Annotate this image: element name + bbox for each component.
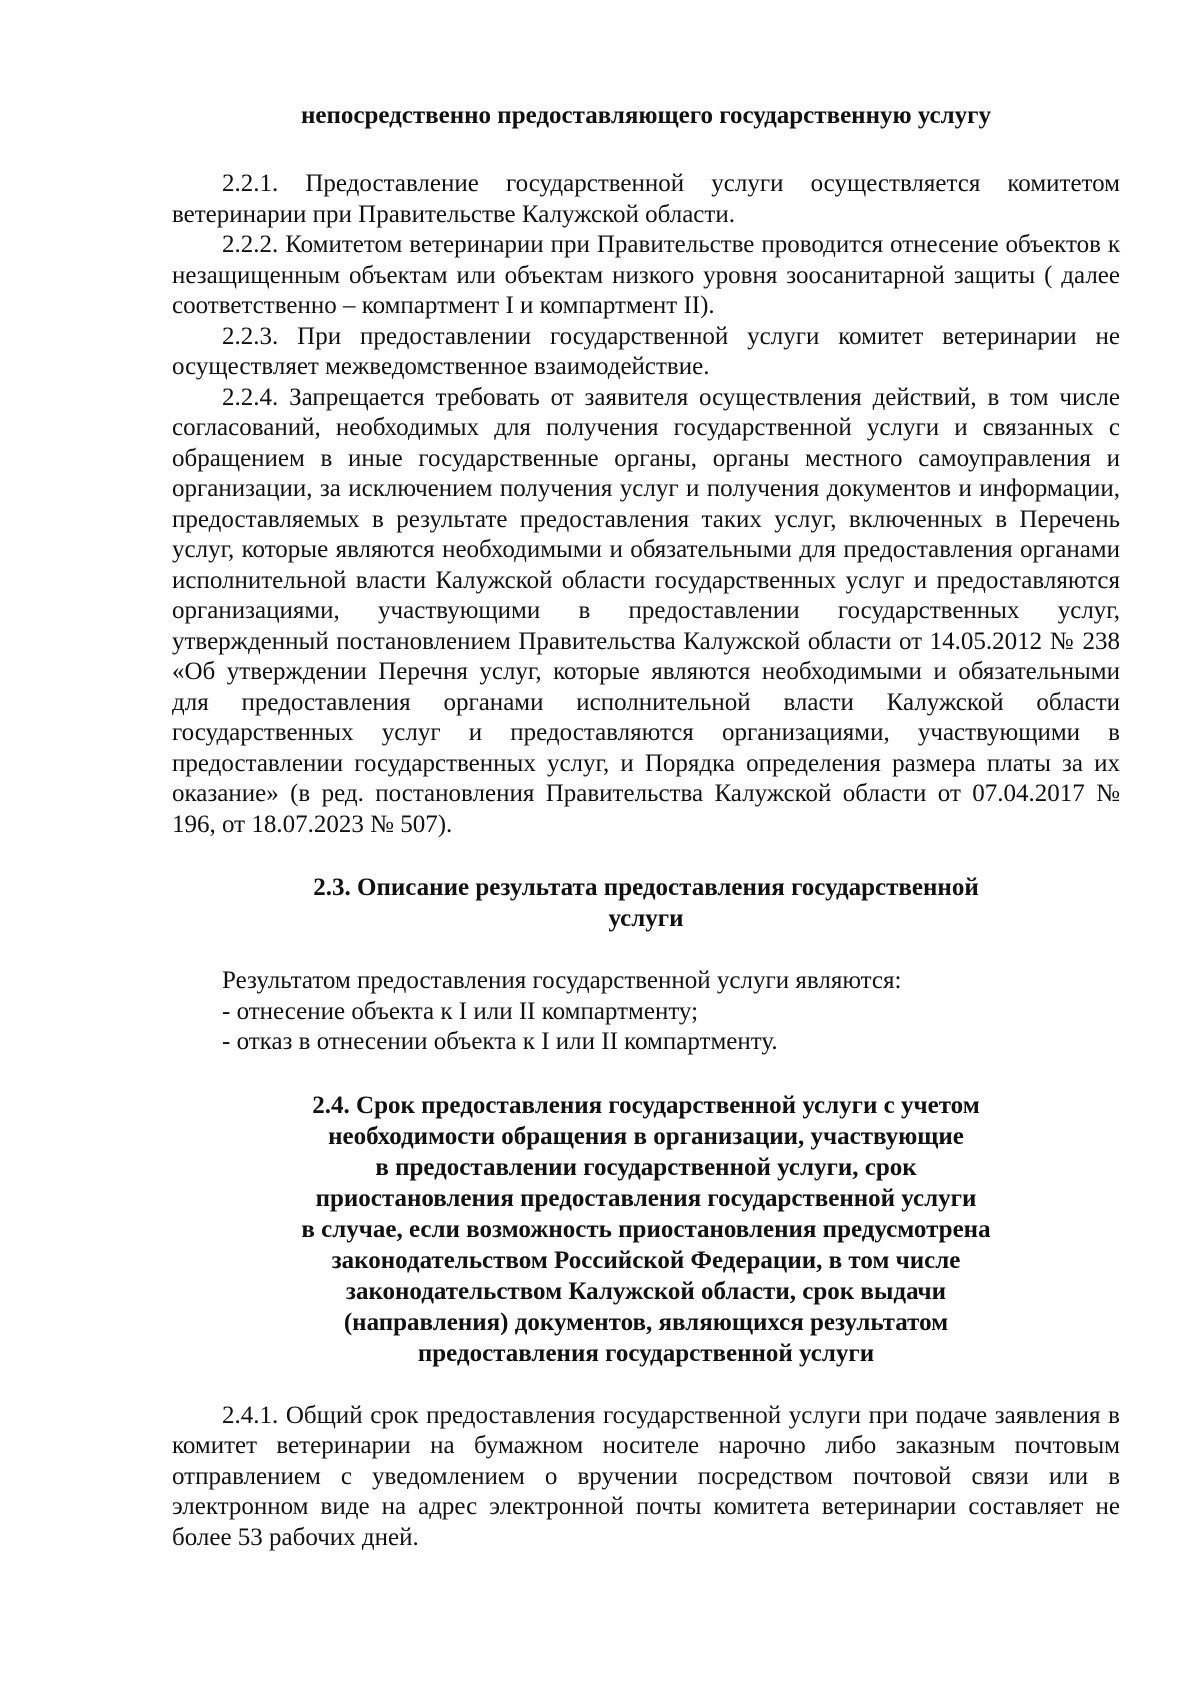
section-2-4-heading — [172, 1090, 1120, 1369]
spacer — [172, 1369, 1120, 1401]
heading-line: непосредственно предоставляющего государственную услугу — [300, 102, 992, 129]
result-list-intro: Результатом предоставления государственной услуги являются: — [222, 967, 902, 994]
heading-line: законодательством Калужской области, срок выдачи — [345, 1277, 947, 1305]
heading-line: законодательством Российской Федерации, в том числе — [331, 1246, 961, 1274]
paragraph-2-2-3: 2.2.3. При предоставлении государственной услуги комитет ветеринарии не осуществляет межведомственное взаимодействие. — [172, 322, 1120, 380]
heading-line: в случае, если возможность приостановления предусмотрена — [301, 1215, 991, 1243]
spacer — [172, 840, 1120, 872]
result-list — [172, 966, 1120, 1058]
heading-line: приостановления предоставления государственной услуги — [315, 1184, 977, 1212]
document-page — [172, 100, 1120, 1553]
heading-line: в предоставлении государственной услуги, срок — [375, 1153, 917, 1181]
list-item: - отказ в отнесении объекта к I или II компартменту. — [222, 1028, 778, 1055]
heading-line: (направления) документов, являющихся результатом — [343, 1308, 949, 1336]
heading-line: необходимости обращения в организации, участвующие — [328, 1122, 964, 1150]
paragraph-2-4-1: 2.4.1. Общий срок предоставления государственной услуги при подаче заявления в комитет ветеринарии на бумажном носителе нарочно либо заказным почтовым отправлением с уведомлением о вручении посредством почтовой связи или в электронном виде на адрес электронной почты комитета ветеринарии составляет не более 53 рабочих дней. — [172, 1401, 1120, 1551]
section-2-3-heading — [172, 872, 1120, 934]
spacer — [172, 131, 1120, 169]
paragraph-2-2-4: 2.2.4. Запрещается требовать от заявителя осуществления действий, в том числе согласований, необходимых для получения государственной услуги и связанных с обращением в иные государственные органы, органы местного самоуправления и организации, за исключением получения услуг и получения документов и информации, предоставляемых в результате предоставления таких услуг, включенных в Перечень услуг, которые являются необходимыми и обязательными для предоставления органами исполнительной власти Калужской области государственных услуг и предоставляются организациями, участвующими в предоставлении государственных услуг, утвержденный постановлением Правительства Калужской области от 14.05.2012 № 238 «Об утверждении Перечня услуг, которые являются необходимыми и обязательными для предоставления органами исполнительной власти Калужской области государственных услуг и предоставляются организациями, участвующими в предоставлении государственных услуг, и Порядка определения размера платы за их оказание» (в ред. постановления Правительства Калужской области от 07.04.2017 № 196, от 18.07.2023 № 507). — [172, 383, 1120, 838]
paragraph-2-2-2: 2.2.2. Комитетом ветеринарии при Правительстве проводится отнесение объектов к незащищенным объектам или объектам низкого уровня зоосанитарной защиты ( далее соответственно – компартмент I и компартмент II). — [172, 231, 1120, 319]
heading-line: предоставления государственной услуги — [417, 1339, 875, 1367]
heading-line: услуги — [608, 905, 684, 932]
spacer — [172, 934, 1120, 966]
section-2-2-heading-tail — [172, 100, 1120, 131]
spacer — [172, 1058, 1120, 1090]
list-item: - отнесение объекта к I или II компартменту; — [222, 997, 699, 1025]
heading-line: 2.3. Описание результата предоставления государственной — [313, 874, 979, 901]
heading-line: 2.4. Срок предоставления государственной услуги с учетом — [312, 1091, 980, 1119]
paragraph-2-2-1: 2.2.1. Предоставление государственной услуги осуществляется комитетом ветеринарии при Правительстве Калужской области. — [172, 170, 1120, 228]
